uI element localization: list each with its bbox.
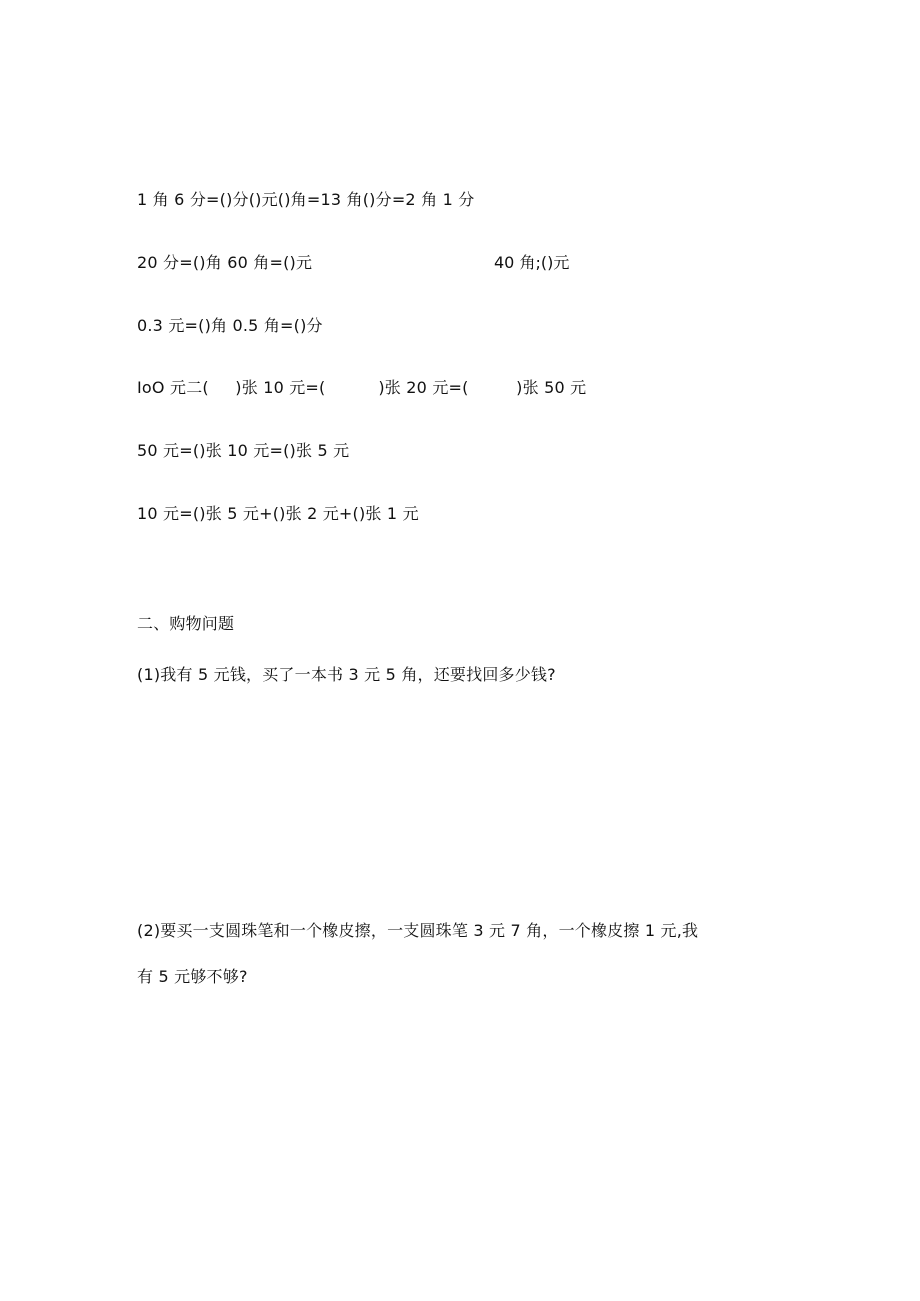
question-2-line-1: (2)要买一支圆珠笔和一个橡皮擦，一支圆珠笔 3 元 7 角，一个橡皮擦 1 元,我	[137, 921, 699, 940]
exercise-line-1: 1 角 6 分=()分()元()角=13 角()分=2 角 1 分	[137, 190, 475, 209]
exercise-line-4: IoO 元二( )张 10 元=( )张 20 元=( )张 50 元	[137, 378, 587, 397]
exercise-line-2-right: 40 角;()元	[494, 253, 570, 272]
exercise-line-5: 50 元=()张 10 元=()张 5 元	[137, 441, 350, 460]
question-1: (1)我有 5 元钱，买了一本书 3 元 5 角，还要找回多少钱?	[137, 665, 556, 684]
exercise-line-3: 0.3 元=()角 0.5 角=()分	[137, 316, 323, 335]
exercise-line-6: 10 元=()张 5 元+()张 2 元+()张 1 元	[137, 504, 419, 523]
section-heading: 二、购物问题	[137, 614, 235, 633]
question-2-line-2: 有 5 元够不够?	[137, 967, 248, 986]
exercise-line-2: 20 分=()角 60 角=()元	[137, 253, 313, 272]
